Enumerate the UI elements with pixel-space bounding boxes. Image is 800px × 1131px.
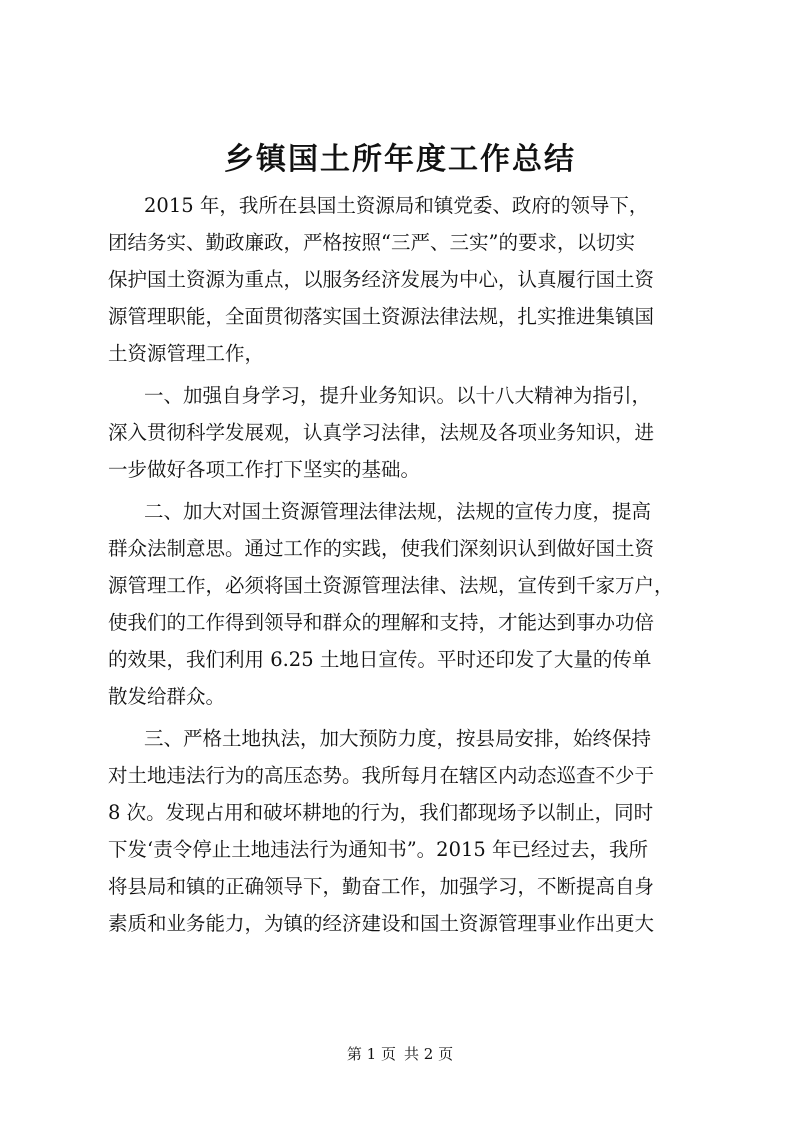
paragraph-line: 二、加大对国土资源管理法律法规，法规的宣传力度，提高 (144, 500, 652, 523)
paragraph-line: 土资源管理工作， (108, 342, 265, 365)
paragraph-line: 对土地违法行为的高压态势。我所每月在辖区内动态巡查不少于 (108, 764, 655, 787)
page-number: 第 1 页 (346, 1045, 396, 1063)
paragraph-line: 源管理工作，必须将国土资源管理法律、法规，宣传到千家万户， (108, 574, 674, 597)
paragraph-line: 源管理职能，全面贯彻落实国土资源法律法规，扎实推进集镇国 (108, 305, 655, 328)
paragraph-line: 团结务实、勤政廉政，严格按照“三严、三实”的要求，以切实 (108, 231, 635, 254)
page-footer (0, 1044, 800, 1064)
paragraph-line: 的效果，我们利用 6.25 土地日宣传。平时还印发了大量的传单 (108, 648, 652, 671)
paragraph-line: 群众法制意思。通过工作的实践，使我们深刻识认到做好国土资 (108, 537, 655, 560)
document-body (108, 187, 700, 942)
paragraph-4 (108, 720, 700, 942)
paragraph-line: 8 次。发现占用和破坏耕地的行为，我们都现场予以制止，同时 (108, 801, 654, 824)
document-title: 乡镇国土所年度工作总结 (224, 142, 576, 177)
paragraph-2 (108, 377, 700, 488)
paragraph-line: 素质和业务能力，为镇的经济建设和国土资源管理事业作出更大 (108, 912, 655, 935)
paragraph-line: 保护国土资源为重点，以服务经济发展为中心，认真履行国土资 (108, 268, 655, 291)
paragraph-line: 一、加强自身学习，提升业务知识。以十八大精神为指引， (144, 384, 652, 407)
paragraph-line: 2015 年，我所在县国土资源局和镇党委、政府的领导下， (144, 194, 649, 217)
paragraph-line: 三、严格土地执法，加大预防力度，按县局安排，始终保持 (144, 727, 652, 750)
paragraph-3 (108, 493, 700, 715)
paragraph-line: 使我们的工作得到领导和群众的理解和支持，才能达到事办功倍 (108, 611, 655, 634)
paragraph-line: 一步做好各项工作打下坚实的基础。 (108, 458, 421, 481)
page-total: 共 2 页 (404, 1045, 454, 1063)
paragraph-line: 深入贯彻科学发展观，认真学习法律，法规及各项业务知识，进 (108, 421, 655, 444)
paragraph-1 (108, 187, 700, 372)
paragraph-line: 将县局和镇的正确领导下，勤奋工作，加强学习，不断提高自身 (108, 875, 655, 898)
paragraph-line: 散发给群众。 (108, 685, 226, 708)
paragraph-line: 下发‘责令停止土地违法行为通知书”。2015 年已经过去，我所 (108, 838, 648, 861)
